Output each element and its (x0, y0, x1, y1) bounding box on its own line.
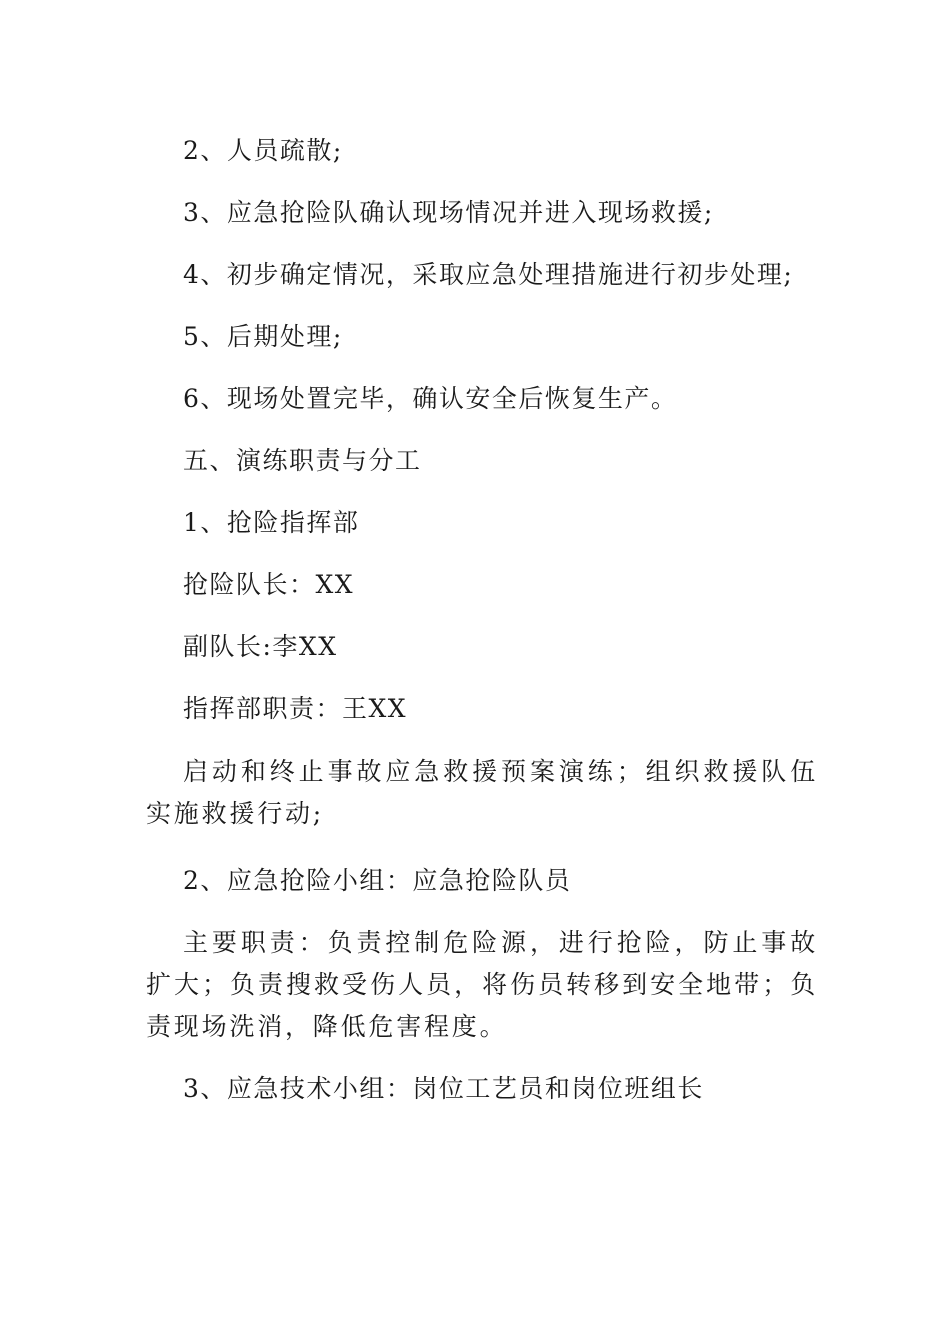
paragraph-step-5: 5、后期处理; (183, 322, 343, 351)
paragraph-step-6: 6、现场处置完毕，确认安全后恢复生产。 (183, 384, 678, 413)
section-heading-5: 五、演练职责与分工 (183, 446, 422, 475)
paragraph-deputy-leader: 副队长:李XX (183, 632, 338, 661)
paragraph-step-3: 3、应急抢险队确认现场情况并进入现场救援; (183, 198, 714, 227)
paragraph-rescue-duty: 主要职责：负责控制危险源，进行抢险，防止事故扩大；负责搜救受伤人员，将伤员转移到安全地带；负责现场洗消，降低危害程度。 (146, 928, 818, 1041)
paragraph-step-4: 4、初步确定情况，采取应急处理措施进行初步处理; (183, 260, 794, 289)
subheading-rescue-group: 2、应急抢险小组：应急抢险队员 (183, 866, 572, 895)
paragraph-team-leader: 抢险队长：XX (183, 570, 355, 599)
paragraph-step-2: 2、人员疏散; (183, 136, 343, 165)
subheading-tech-group: 3、应急技术小组：岗位工艺员和岗位班组长 (183, 1074, 704, 1103)
paragraph-command-responsibility: 启动和终止事故应急救援预案演练；组织救援队伍实施救援行动; (146, 757, 818, 828)
subheading-command: 1、抢险指挥部 (183, 508, 360, 537)
paragraph-command-duty: 指挥部职责：王XX (183, 694, 408, 723)
